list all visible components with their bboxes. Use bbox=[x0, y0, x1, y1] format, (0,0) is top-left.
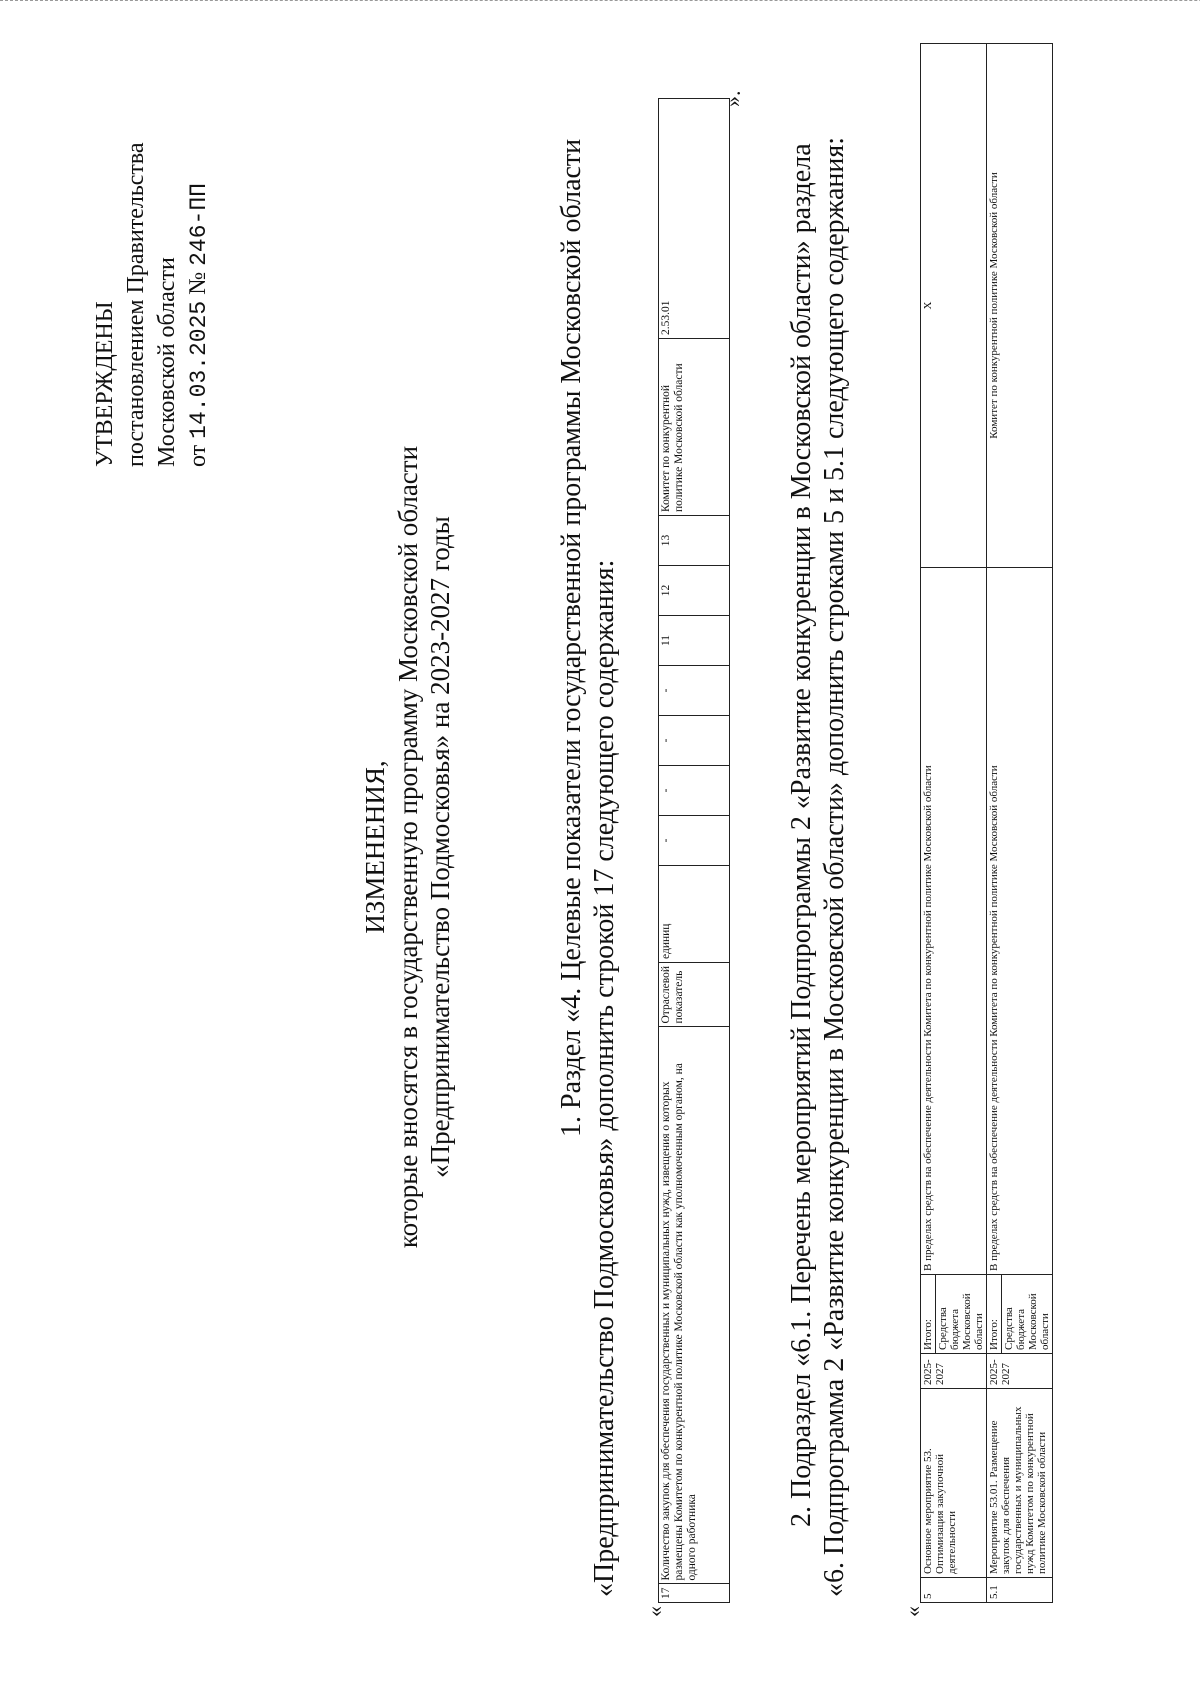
measures-table bbox=[920, 43, 1053, 1603]
approval-line: постановлением Правительства bbox=[123, 142, 149, 467]
table-row: 17 Количество закупок для обеспечения государственных и муниципальных нужд, извещения о которых размещены Комитетом по конкурентной политике Московской области как уполномоченным органом, на одного работника Отраслевой показатель единиц - - - - 11 12 13 Комитет по конкурентной политике Московской области 2.53.01 bbox=[659, 99, 730, 1603]
approval-line: Московской области bbox=[154, 257, 180, 467]
approval-heading: УТВЕРЖДЕНЫ bbox=[92, 301, 118, 467]
paragraph-2: 2. Подраздел «6.1. Перечень мероприятий Подпрограммы 2 «Развитие конкуренции в Московской области» раздела «6. Подпрограмма 2 «Развитие конкуренции в Московской области» дополнить строками 5 и 5.1 следующего содержания: bbox=[786, 136, 850, 1597]
close-quote: ». bbox=[720, 90, 745, 107]
targets-table bbox=[658, 98, 730, 1603]
document-subtitle: «Предпринимательство Подмосковья» на 2023-2027 годы bbox=[425, 516, 455, 1178]
paragraph-1: 1. Раздел «4. Целевые показатели государственной программы Московской области «Предпринимательство Подмосковья» дополнить строкой 17 следующего содержания: bbox=[556, 138, 620, 1597]
open-quote: « bbox=[900, 1606, 925, 1617]
approval-date: 14.03.2025 bbox=[186, 300, 212, 439]
approval-block bbox=[90, 37, 215, 467]
table-row: 5 Основное мероприятие 53. Оптимизация закупочной деятельности 2025-2027 Итого: Средства бюджета Московской области В пределах средств на обеспечение деятельности Комитета по конкурентной политике Московской области Х bbox=[921, 44, 987, 1603]
approval-date-line: от 14.03.2025 № 246-ПП bbox=[185, 183, 212, 467]
approval-number: 246-ПП bbox=[186, 183, 212, 266]
document-subtitle: которые вносятся в государственную программу Московской области bbox=[393, 445, 423, 1249]
open-quote: « bbox=[642, 1606, 667, 1617]
table-row: 5.1 Мероприятие 53.01. Размещение закупок для обеспечения государственных и муниципальных нужд Комитетом по конкурентной политике Московской области 2025-2027 Итого: Средства бюджета Московской области В пределах средств на обеспечение деятельности Комитета по конкурентной политике Московской области Комитет по конкурентной политике Московской области bbox=[987, 44, 1053, 1603]
document-title: ИЗМЕНЕНИЯ, bbox=[360, 760, 390, 934]
